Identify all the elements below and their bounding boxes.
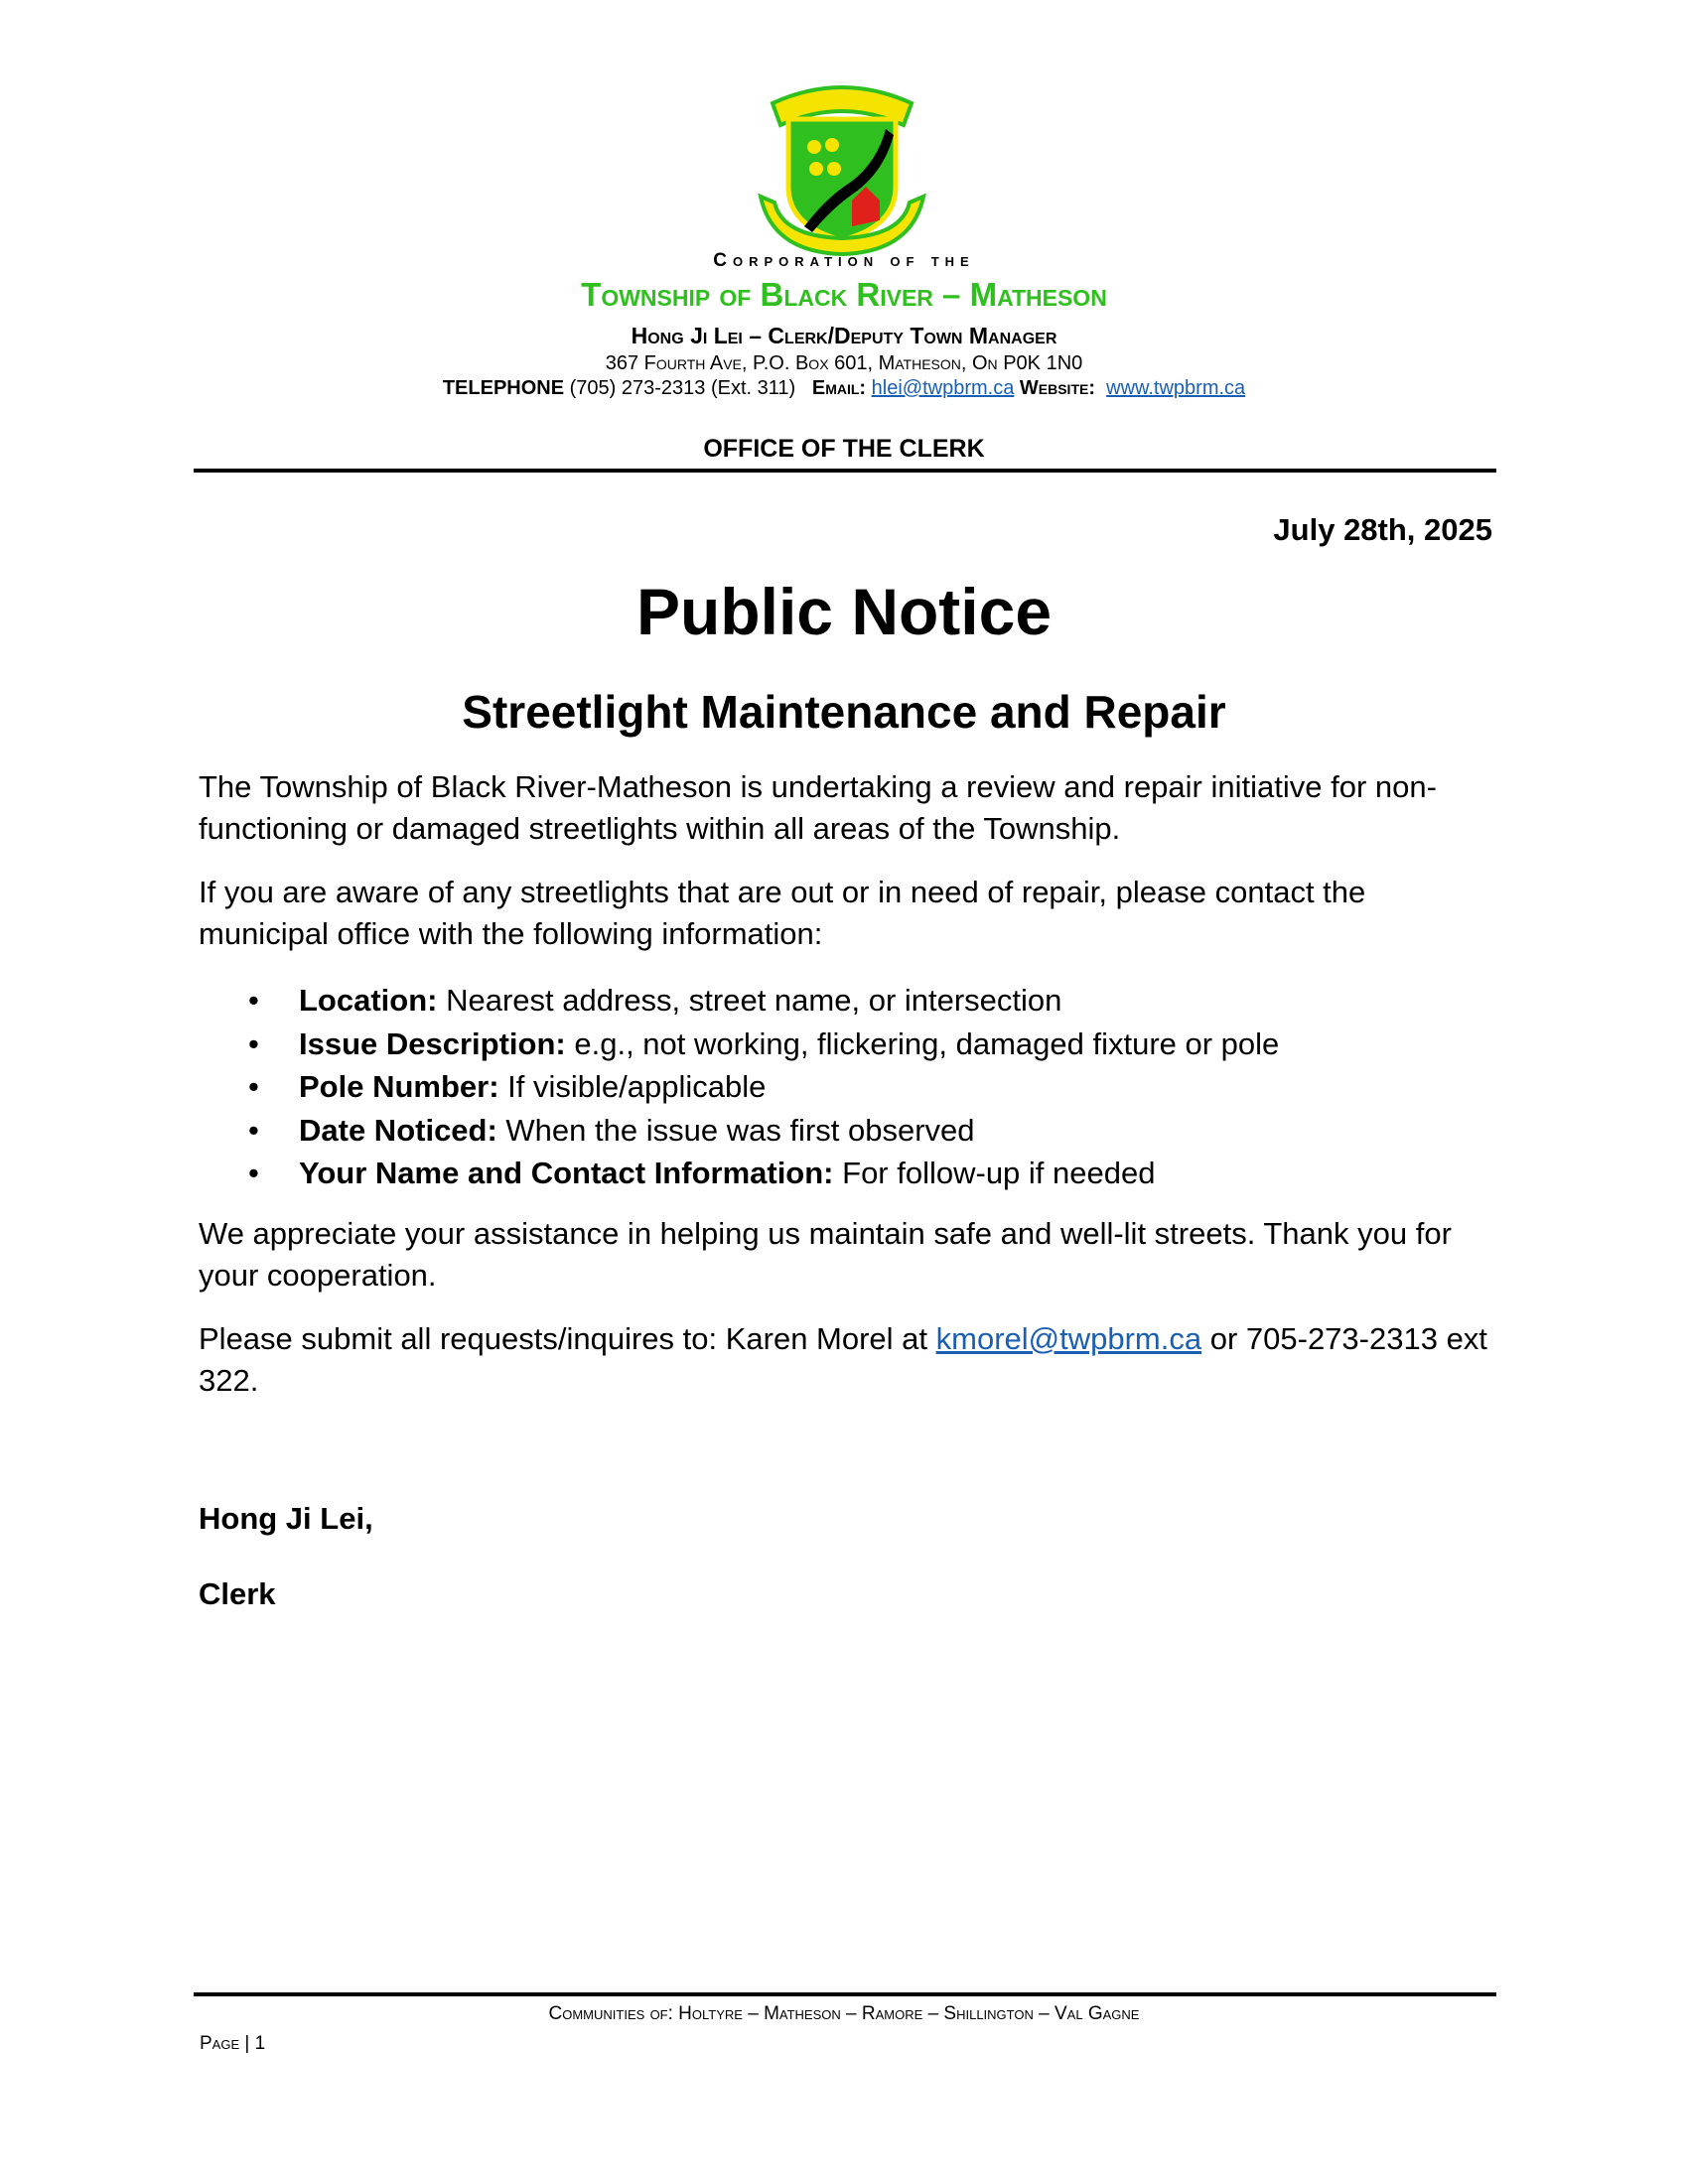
list-item xyxy=(199,1152,1489,1195)
signature-title: Clerk xyxy=(199,1576,276,1611)
township-name: Township of Black River – Matheson xyxy=(581,276,1107,313)
address-line: 367 Fourth Ave, P.O. Box 601, Matheson, On P0K 1N0 xyxy=(605,352,1083,374)
list-item xyxy=(199,1023,1489,1066)
submit-suffix: or 705-273-2313 ext 322. xyxy=(199,1321,1487,1398)
intro-paragraph: The Township of Black River-Matheson is undertaking a review and repair initiative for non-functioning or damaged streetlights within all areas of the Township. xyxy=(199,769,1437,846)
submit-prefix: Please submit all requests/inquires to: Karen Morel at xyxy=(199,1321,936,1356)
signature-name: Hong Ji Lei, xyxy=(199,1501,373,1536)
footer-divider xyxy=(194,1992,1496,1996)
list-item xyxy=(199,1109,1489,1153)
footer-communities: Communities of: Holtyre – Matheson – Ramore – Shillington – Val Gagne xyxy=(548,2003,1140,2024)
bullet-icon: • xyxy=(248,1112,259,1148)
bullet-text: Nearest address, street name, or intersection xyxy=(437,983,1062,1018)
bullet-label: Pole Number: xyxy=(299,1069,499,1104)
page-label: Page xyxy=(200,2033,240,2054)
list-item xyxy=(199,979,1489,1023)
logo-shield xyxy=(788,119,896,240)
website-link[interactable]: www.twpbrm.ca xyxy=(1106,377,1246,399)
bullet-label: Date Noticed: xyxy=(299,1112,497,1148)
bullet-label: Your Name and Contact Information: xyxy=(299,1156,834,1190)
bullet-icon: • xyxy=(248,1156,259,1190)
office-title: OFFICE OF THE CLERK xyxy=(703,435,985,463)
bullet-icon: • xyxy=(248,1069,259,1104)
bullet-text: If visible/applicable xyxy=(498,1069,767,1104)
bullet-text: e.g., not working, flickering, damaged fixture or pole xyxy=(565,1025,1280,1061)
bullet-label: Location: xyxy=(299,983,438,1018)
notice-subtitle: Streetlight Maintenance and Repair xyxy=(462,686,1226,738)
page-number-value: 1 xyxy=(254,2033,266,2054)
corporation-line: Corporation of the xyxy=(713,250,975,271)
email-link[interactable]: hlei@twpbrm.ca xyxy=(871,377,1015,399)
page-number: Page | 1 xyxy=(200,2033,266,2054)
header-divider xyxy=(194,469,1496,473)
website-label: Website: xyxy=(1019,377,1095,399)
list-item xyxy=(199,1065,1489,1109)
notice-date: July 28th, 2025 xyxy=(1273,512,1492,547)
telephone-value: (705) 273-2313 (Ext. 311) xyxy=(569,377,796,399)
request-paragraph: If you are aware of any streetlights that are out or in need of repair, please contact the municipal office with the following information: xyxy=(199,875,1366,951)
bullet-icon: • xyxy=(248,983,259,1018)
notice-title: Public Notice xyxy=(635,575,1053,648)
bullet-text: For follow-up if needed xyxy=(833,1156,1156,1190)
bullet-text: When the issue was first observed xyxy=(496,1112,975,1148)
contact-line xyxy=(0,377,1688,400)
submit-email-link[interactable]: kmorel@twpbrm.ca xyxy=(935,1321,1202,1356)
submit-paragraph xyxy=(199,1318,1489,1402)
township-crest-logo xyxy=(753,77,931,256)
bullet-label: Issue Description: xyxy=(299,1025,566,1061)
telephone-label: TELEPHONE xyxy=(442,377,565,399)
clerk-name-line: Hong Ji Lei – Clerk/Deputy Town Manager xyxy=(631,323,1057,348)
info-bullet-list xyxy=(199,979,1489,1195)
email-label: Email: xyxy=(811,377,867,399)
thanks-paragraph: We appreciate your assistance in helping us maintain safe and well-lit streets. Thank you for your cooperation. xyxy=(199,1216,1452,1293)
bullet-icon: • xyxy=(248,1025,259,1061)
